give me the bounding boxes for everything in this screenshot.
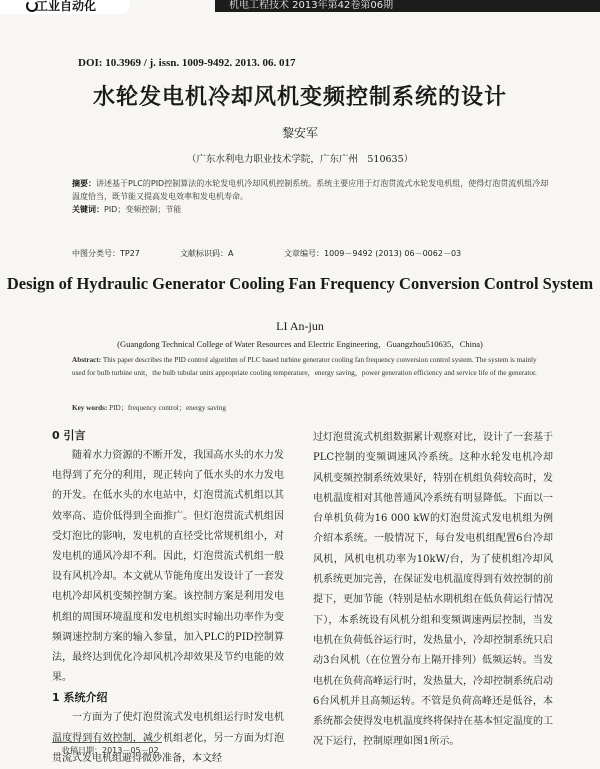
affiliation-en: (Guangdong Technical College of Water Resources and Electric Engineering，Guangzhou510635，China): [117, 339, 483, 349]
running-header: [0, 0, 600, 18]
footnote-rule: [52, 742, 162, 743]
body-column-right: [313, 428, 553, 753]
keywords-en-text: PID；frequency control；energy saving: [109, 404, 226, 412]
clc-number: 中图分类号：TP27: [72, 249, 140, 258]
abstract-en-label: Abstract:: [72, 356, 102, 364]
section-heading-intro: 0 引言: [52, 429, 86, 442]
keywords-en-label: Key words:: [72, 404, 108, 412]
body-column-left: [52, 426, 284, 769]
header-section-label: 工业自动化: [36, 0, 97, 13]
article-number: 文章编号：1009－9492 (2013) 06－0062－03: [284, 249, 462, 258]
abstract-cn: [72, 177, 550, 216]
header-section-tab: [0, 0, 130, 14]
keywords-cn-text: PID；变频控制；节能: [104, 205, 182, 214]
doi: DOI: 10.3969 / j. issn. 1009-9492. 2013. 06. 017: [78, 57, 296, 69]
author-en: LI An-jun: [276, 319, 324, 333]
document-code: 文献标识码：A: [180, 249, 234, 258]
abstract-cn-label: 摘要：: [72, 179, 96, 188]
keywords-en: [72, 403, 550, 413]
affiliation-cn: （广东水利电力职业技术学院，广东广州 510635）: [186, 154, 414, 165]
keywords-cn-label: 关键词：: [72, 205, 104, 214]
paragraph-intro: 随着水力资源的不断开发，我国高水头的水力发电得到了充分的利用，现正转向了低水头的水力发电的开发。在低水头的水电站中，灯泡贯流式机组以其效率高、造价低得到全面推广。但灯泡贯流式机组因受灯泡比的影响，发电机的直径受比常规机组小，对发电机的通风冷却不利。因此，灯泡贯流式机组一般设有风机冷却。本文就从节能角度出发设计了一套发电机冷却风机变频控制方案。该控制方案是利用发电机组的周围环境温度和发电机组实时输出功率作为变频调速控制方案的输入参量，加入PLC的PID控制算法，最终达到优化冷却风机冷却效果及节约电能的效果。: [52, 450, 284, 684]
header-journal-info: 机电工程技术 2013年第42卷第06期: [215, 0, 600, 12]
paragraph-system-continued: 过灯泡贯流式机组数据累计观察对比，设计了一套基于PLC控制的变频调速风冷系统。这种水轮发电机冷却风机变频控制系统效果好，特别在机组负荷较高时，发电机温度相对其他普通风冷系统有明显降低。下面以一台单机负荷为16 000 kW的灯泡贯流式发电机组为例介绍本系统。一般情况下，每台发电机组配置6台冷却风机，风机电机功率为10kW/台，为了使机组冷却风机系统更加完善，在保证发电机温度得到有效控制的前提下，更加节能（特别是枯水期机组在低负荷运行情况下），本系统设有风机分组和变频调速两层控制，当发电机在负荷低谷运行时，发热量小，冷却控制系统只启动3台风机（在位置分布上隔开排列）低频运转。当发电机在负荷高峰运行时，发热量大，冷却控制系统启动6台风机并且高频运转。不管是负荷高峰还是低谷，本系统都会使得发电机温度终将保持在基本恒定温度的工况下运行，控制原理如图1所示。: [313, 432, 553, 748]
abstract-en: [72, 354, 550, 379]
received-date: 收稿日期：2013－05－02: [62, 746, 159, 755]
author-cn: 黎安军: [281, 126, 318, 140]
journal-logo-icon: [26, 0, 38, 12]
title-cn: 水轮发电机冷却风机变频控制系统的设计: [92, 84, 507, 110]
paragraph-system: 一方面为了使灯泡贯流式发电机组运行时发电机温度得到有效控制，减少机组老化，另一方面为灯泡贯流式发电机组避得微妙准备，本文经: [52, 712, 284, 764]
title-en: Design of Hydraulic Generator Cooling Fan Frequency Conversion Control System: [6, 274, 594, 293]
abstract-cn-text: 讲述基于PLC的PID控制算法的水轮发电机冷却风机控制系统。系统主要应用于灯泡贯流式水轮发电机组，使得灯泡贯流机组冷却温度恰当，既节能又提高发电效率和发电机寿命。: [72, 179, 549, 201]
abstract-en-text: This paper describes the PID control algorithm of PLC based turbine generator cooling fan frequency conversion control system. The system is mainly used for bulb turbine unit，the bulb tubular units appropriate cooling temperature，energy saving，power generation efficiency and service life of the generator.: [72, 356, 537, 377]
section-heading-system: 1 系统介绍: [52, 691, 108, 705]
